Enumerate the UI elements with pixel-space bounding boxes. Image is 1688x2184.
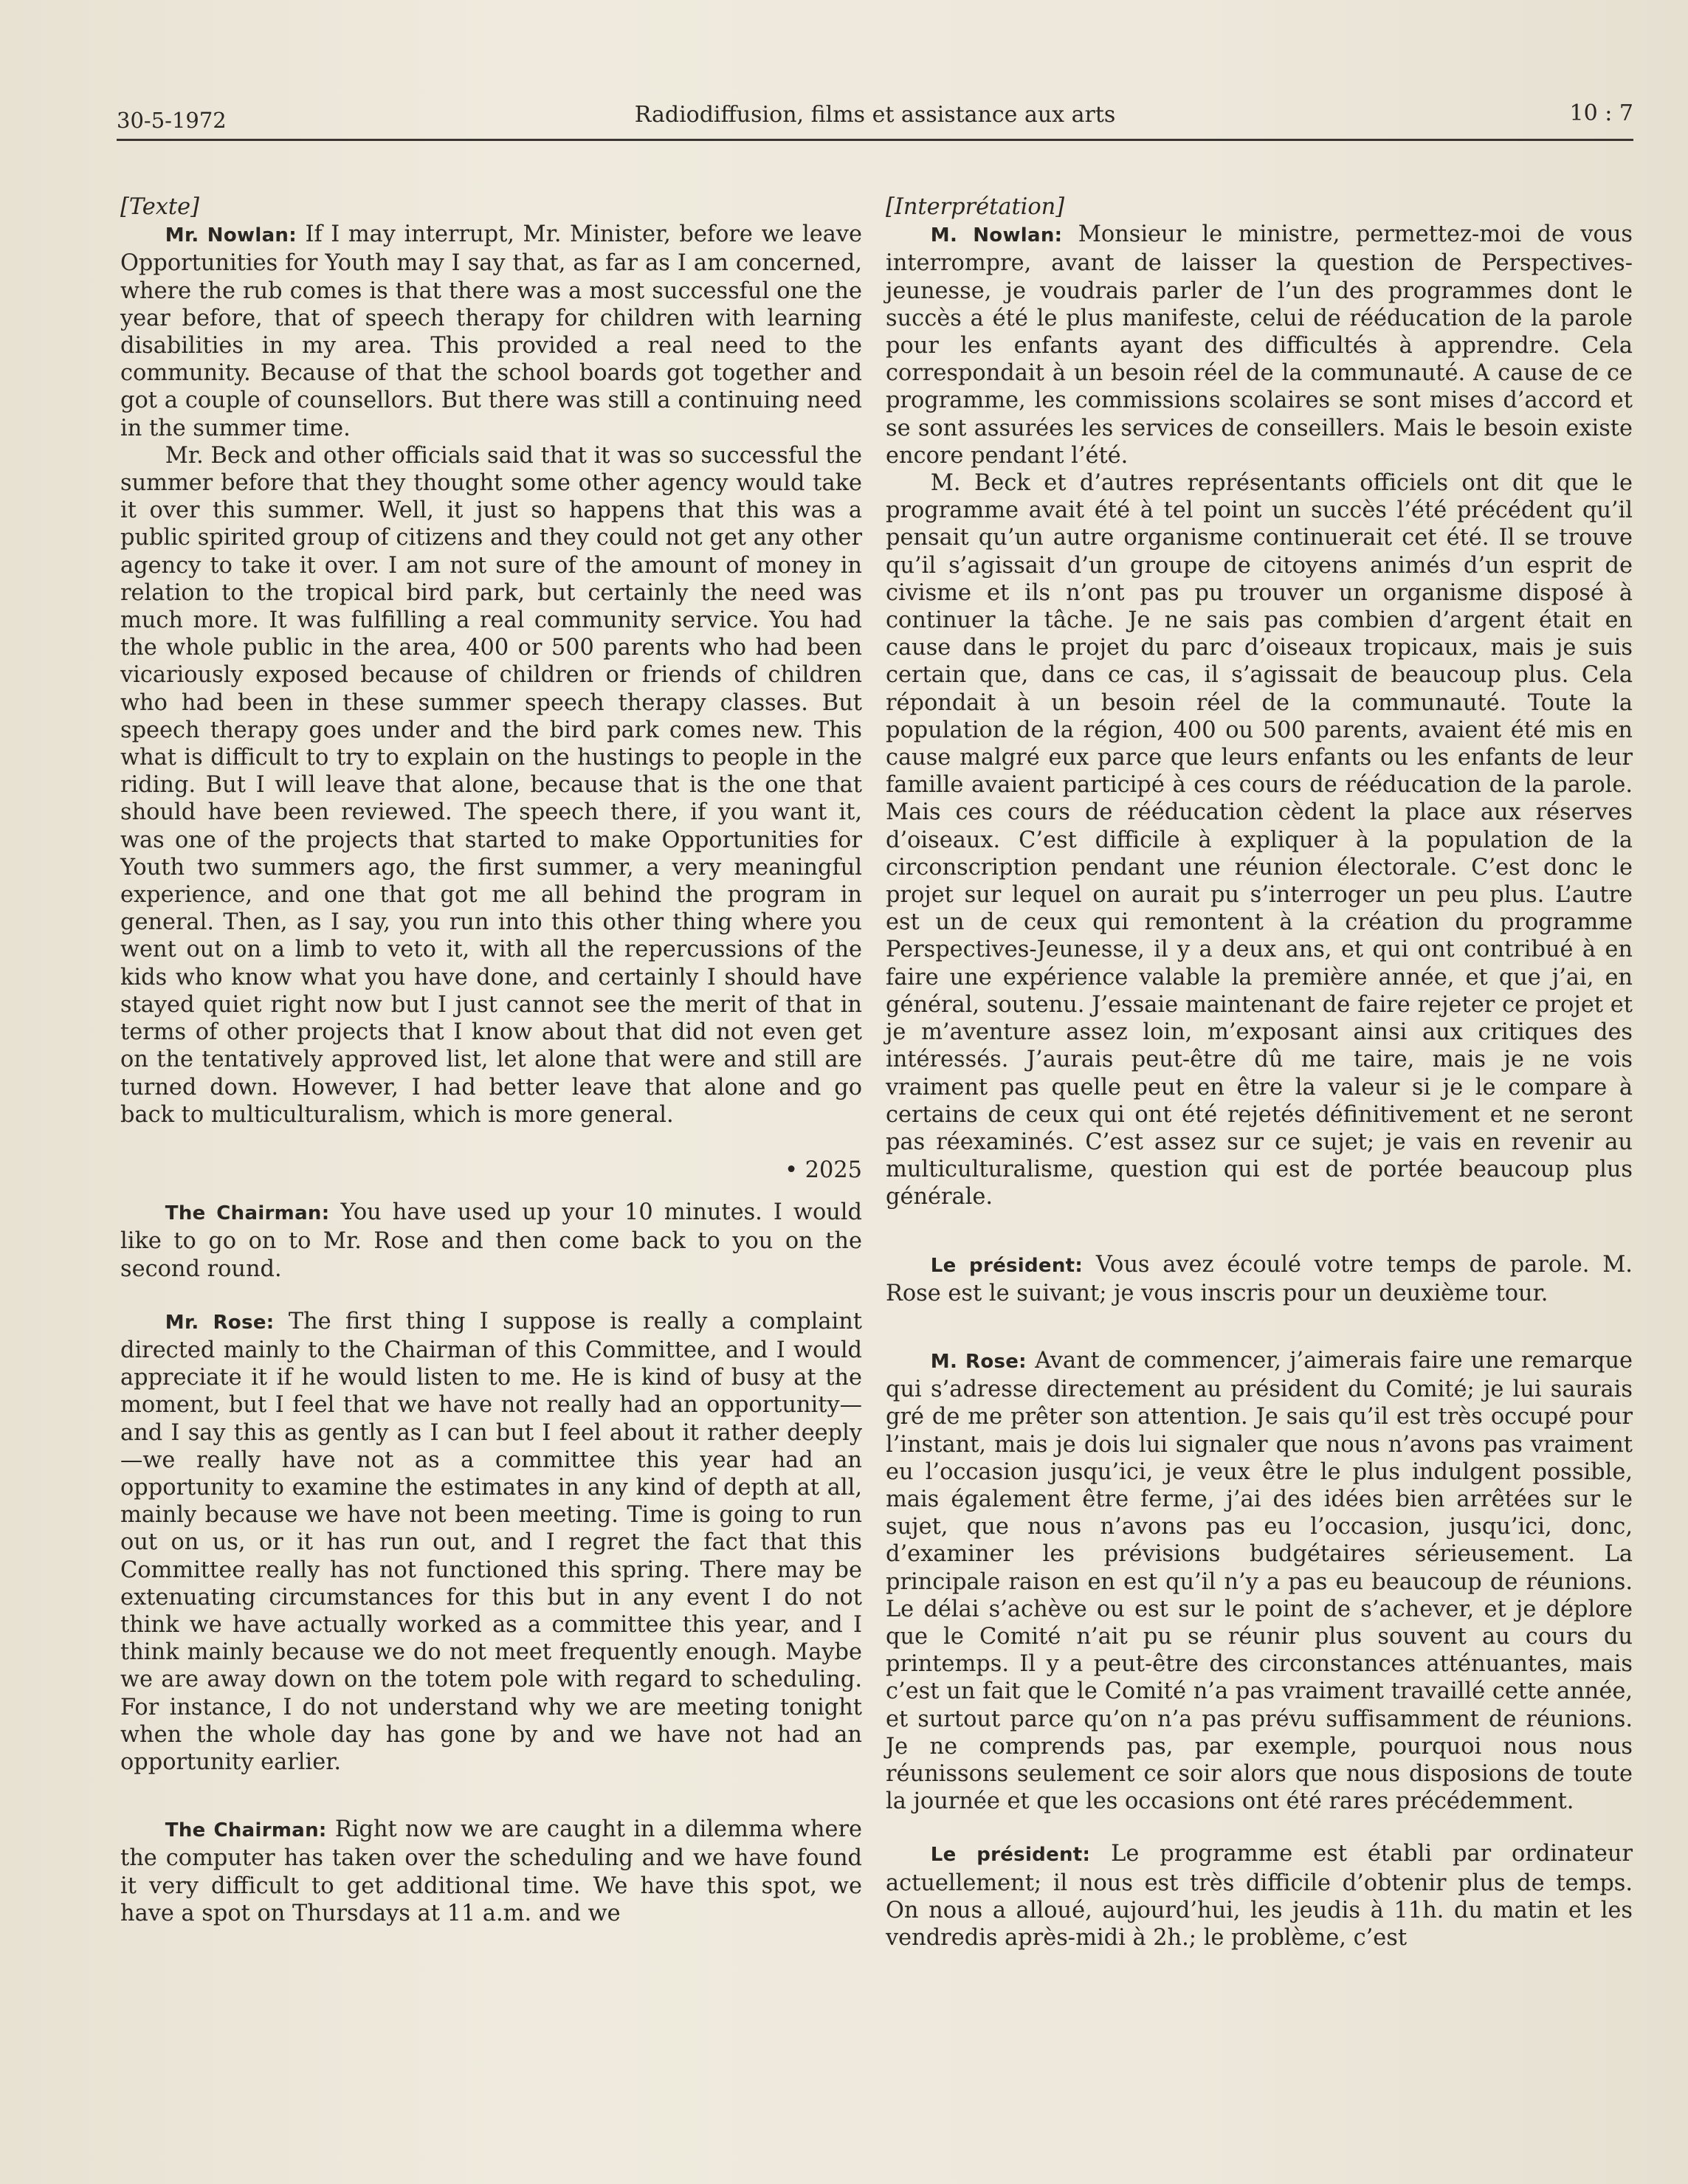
french-column — [886, 193, 1633, 1952]
paragraph — [120, 1199, 862, 1283]
time-marker: • 2025 — [785, 1157, 862, 1183]
speaker-name: M. Rose: — [930, 1350, 1027, 1373]
spacer — [886, 1307, 1633, 1347]
speaker-name: Mr. Rose: — [165, 1311, 275, 1334]
header-title: Radiodiffusion, films et assistance aux arts — [634, 102, 1116, 128]
paragraph-text: Vous avez écoulé votre temps de parole. M. Rose est le suivant; je vous inscris pour un deuxième tour. — [886, 1251, 1633, 1306]
paragraph: M. Beck et d’autres représentants officiels ont dit que le programme avait été à tel point un succès l’été précédent qu’il pensait qu’un autre organisme continuerait cet été. Il se trouve qu’il s’agissait d’un groupe de citoyens animés d’un esprit de civisme et ils n’ont pas pu trouver un organisme disposé à continuer la tâche. Je ne sais pas combien d’argent était en cause dans le projet du parc d’oiseaux tropicaux, mais je suis certain que, dans ce cas, il s’agissait de beaucoup plus. Cela répondait à un besoin réel de la communauté. Toute la population de la région, 400 ou 500 parents, avaient été mis en cause malgré eux parce que leurs enfants ou les enfants de leur famille avaient participé à ces cours de rééducation de la parole. Mais ces cours de rééducation cèdent la place aux réserves d’oiseaux. C’est difficile à expliquer à la population de la circonscription pendant une réunion électorale. C’est donc le projet sur lequel on aurait pu s’interroger un peu plus. L’autre est un de ceux qui remontent à la création du programme Perspectives-Jeunesse, il y a deux ans, et qui ont contribué à en faire une expérience valable la première année, et que j’ai, en général, soutenu. J’essaie maintenant de faire rejeter ce projet et je m’aventure assez loin, m’exposant ainsi aux critiques des intéressés. J’aurais peut-être dû me taire, mais je ne vois vraiment pas quelle peut en être la valeur si je le compare à certains de ceux qui ont été rejetés définitivement et ne seront pas réexaminés. C’est assez sur ce sujet; je vais en revenir au multiculturalisme, question qui est de portée beaucoup plus générale. — [886, 470, 1633, 1210]
spacer — [886, 1815, 1633, 1840]
spacer — [120, 1776, 862, 1816]
paragraph — [886, 1251, 1633, 1307]
page-header — [117, 100, 1633, 141]
speaker-name: M. Nowlan: — [930, 224, 1063, 247]
paragraph — [886, 1840, 1633, 1952]
speaker-name: Le président: — [930, 1254, 1084, 1277]
header-date: 30-5-1972 — [117, 108, 227, 133]
paragraph-text: Right now we are caught in a dilemma where the computer has taken over the scheduling and we have found it very difficult to get additional time. We have this spot, we have a spot on Thursdays at 11 a.m. and we — [120, 1816, 862, 1926]
paragraph-text: Avant de commencer, j’aimerais faire une remarque qui s’adresse directement au président du Comité; je lui saurais gré de me prêter son attention. Je sais qu’il est très occupé pour l’instant, mais je dois lui signaler que nous n’avons pas vraiment eu l’occasion jusqu’ici, je veux être le plus indulgent possible, mais également être ferme, j’ai des idées bien arrêtées sur le sujet, que nous n’avons pas eu l’occasion, jusqu’ici, donc, d’examiner les prévisions budgétaires sérieusement. La principale raison en est qu’il n’y a pas eu beaucoup de réunions. Le délai s’achève ou est sur le point de s’achever, et je déplore que le Comité n’ait pu se réunir plus souvent au cours du printemps. Il y a peut-être des circonstances atténuantes, mais c’est un fait que le Comité n’a pas vraiment travaillé cette année, et surtout parce qu’on n’a pas prévu suffisamment de réunions. Je ne comprends pas, par exemple, pourquoi nous nous réunissons seulement ce soir alors que nous disposions de toute la journée et que les occasions ont été rares précédemment. — [886, 1347, 1633, 1815]
spacer — [886, 1211, 1633, 1251]
paragraph: Mr. Beck and other officials said that it was so successful the summer before that they thought some other agency would take it over this summer. Well, it just so happens that this was a public spirited group of citizens and they could not get any other agency to take it over. I am not sure of the amount of money in relation to the tropical bird park, but certainly the need was much more. It was fulfilling a real community service. You had the whole public in the area, 400 or 500 parents who had been vicariously exposed because of children or friends of children who had been in these summer speech therapy classes. But speech therapy goes under and the bird park comes new. This what is difficult to try to explain on the hustings to people in the riding. But I will leave that alone, because that is the one that should have been reviewed. The speech there, if you want it, was one of the projects that started to make Opportunities for Youth two summers ago, the first summer, a very meaningful experience, and one that got me all behind the program in general. Then, as I say, you run into this other thing where you went out on a limb to veto it, with all the repercussions of the kids who know what you have done, and certainly I should have stayed quiet right now but I just cannot see the merit of that in terms of other projects that I know about that did not even get on the tentatively approved list, let alone that were and still are turned down. However, I had better leave that alone and go back to multiculturalism, which is more general. — [120, 442, 862, 1128]
header-page-number: 10 : 7 — [1569, 100, 1633, 126]
paragraph — [886, 221, 1633, 469]
paragraph — [886, 1347, 1633, 1815]
paragraph-text: You have used up your 10 minutes. I would like to go on to Mr. Rose and then come back to you on the second round. — [120, 1199, 862, 1282]
english-column — [120, 193, 862, 1927]
paragraph — [120, 1816, 862, 1927]
paragraph-text: Le programme est établi par ordinateur actuellement; il nous est très difficile d’obtenir plus de temps. On nous a alloué, aujourd’hui, les jeudis à 11h. du matin et les vendredis après-midi à 2h.; le problème, c’est — [886, 1841, 1633, 1951]
paragraph — [120, 1308, 862, 1776]
spacer — [120, 1283, 862, 1308]
language-label: [Texte] — [120, 194, 199, 220]
speaker-name: The Chairman: — [165, 1202, 330, 1225]
speaker-name: Mr. Nowlan: — [165, 224, 297, 247]
language-label: [Interprétation] — [886, 194, 1065, 220]
paragraph-text: Monsieur le ministre, permettez-moi de vous interrompre, avant de laisser la question de Perspectives-jeunesse, je voudrais parler de l’un des programmes dont le succès a été le plus manifeste, celui de rééducation de la parole pour les enfants ayant des difficultés à apprendre. Cela correspondait à un besoin réel de la communauté. A cause de ce programme, les commissions scolaires se sont mises d’accord et se sont assurées les services de conseillers. Mais le besoin existe encore pendant l’été. — [886, 221, 1633, 469]
speaker-name: The Chairman: — [165, 1819, 327, 1842]
speaker-name: Le président: — [930, 1844, 1091, 1867]
paragraph — [120, 221, 862, 442]
paragraph-text: The first thing I suppose is really a complaint directed mainly to the Chairman of this Committee, and I would appreciate it if he would listen to me. He is kind of busy at the moment, but I feel that we have not really had an opportunity—and I say this as gently as I can but I feel about it rather deeply—we really have not as a committee this year had an opportunity to examine the estimates in any kind of depth at all, mainly because we have not been meeting. Time is going to run out on us, or it has run out, and I regret the fact that this Committee really has not functioned this spring. There may be extenuating circumstances for this but in any event I do not think we have actually worked as a committee this year, and I think mainly because we do not meet frequently enough. Maybe we are away down on the totem pole with regard to scheduling. For instance, I do not understand why we are meeting tonight when the whole day has gone by and we have not had an opportunity earlier. — [120, 1308, 862, 1775]
paragraph-text: If I may interrupt, Mr. Minister, before we leave Opportunities for Youth may I say that, as far as I am concerned, where the rub comes is that there was a most successful one the year before, that of speech therapy for children with learning disabilities in my area. This provided a real need to the community. Because of that the school boards got together and got a couple of counsellors. But there was still a continuing need in the summer time. — [120, 221, 862, 441]
